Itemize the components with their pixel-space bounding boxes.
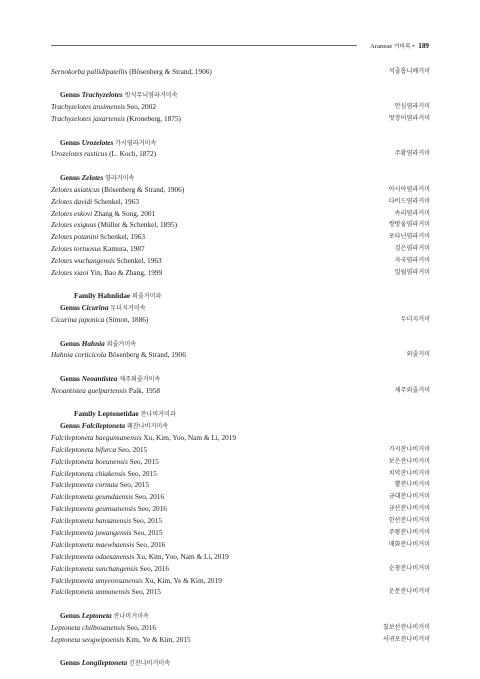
section-gap bbox=[51, 160, 430, 172]
species-name: Zelotes exiguus bbox=[51, 220, 97, 230]
species-list bbox=[51, 66, 430, 669]
species-name: Zelotes xiaoi bbox=[51, 267, 89, 277]
korean-name: 매화잔나비거미 bbox=[388, 540, 430, 548]
genus-label: Genus bbox=[60, 90, 82, 100]
korean-name: 주왕잔나비거미 bbox=[388, 529, 430, 536]
korean-name: 두더지거미 bbox=[400, 316, 430, 324]
species-name: Falcileptoneta geumdaensis bbox=[51, 492, 134, 502]
species-name: Falcileptoneta umyeonsanensis bbox=[51, 575, 143, 585]
genus-label: Genus bbox=[60, 420, 82, 430]
header-family: Araneae bbox=[370, 43, 393, 50]
species-name: Falcileptoneta juwangensis bbox=[51, 528, 132, 537]
species-authority: Xu, Kim, Yoo, Nam & Li, 2019 bbox=[134, 551, 229, 561]
genus-name: Hahnia bbox=[81, 338, 105, 348]
genus-name: Zelotes bbox=[81, 172, 104, 182]
species-name: Trachyzelotes jaxartensis bbox=[51, 114, 125, 124]
species-name: Falcileptoneta bifurca bbox=[51, 444, 117, 454]
species-entry bbox=[51, 503, 430, 515]
species-authority: Schenkel, 1963 bbox=[92, 196, 139, 206]
species-entry bbox=[51, 385, 430, 397]
genus-heading bbox=[51, 302, 430, 314]
genus-heading bbox=[51, 610, 430, 622]
species-authority: Xu, Kim, Ye & Kim, 2019 bbox=[142, 575, 222, 585]
korean-name: 금대잔나비거미 bbox=[388, 493, 430, 501]
species-authority: Seo, 2015 bbox=[131, 516, 163, 526]
species-name: Zelotes asiaticus bbox=[51, 184, 100, 194]
species-entry bbox=[51, 563, 430, 575]
species-name: Falcileptoneta hansanensis bbox=[51, 516, 132, 526]
korean-name: 멋장이염라거미 bbox=[388, 115, 430, 123]
species-name: Cicurina japonica bbox=[51, 315, 105, 325]
species-authority: Seo, 2015 bbox=[127, 456, 159, 466]
genus-label: Genus bbox=[60, 172, 82, 182]
species-authority: Seo, 2016 bbox=[134, 539, 166, 549]
genus-heading bbox=[51, 338, 430, 350]
species-name: Falcileptoneta unmunensis bbox=[51, 587, 130, 597]
family-korean-name: 외줄거미과 bbox=[131, 293, 162, 301]
korean-name: 운문잔나비거미 bbox=[388, 588, 430, 596]
species-entry bbox=[51, 113, 430, 125]
genus-korean-name: 쾌잔나비거미속 bbox=[126, 422, 169, 430]
korean-name: 금산잔나비거미 bbox=[388, 505, 430, 513]
species-name: Zelotes eskovi bbox=[51, 208, 93, 218]
korean-name: 서귀포잔나비거미 bbox=[382, 635, 430, 643]
header-bullet: • bbox=[412, 43, 415, 50]
korean-name: 포타닌염라거미 bbox=[388, 233, 430, 241]
species-name: Falcileptoneta boeunensis bbox=[51, 456, 128, 466]
korean-name: 외줄거미 bbox=[406, 351, 430, 359]
species-authority: (Kroneberg, 1875) bbox=[124, 114, 181, 124]
section-gap bbox=[51, 279, 430, 291]
korean-name: 보은잔나비거미 bbox=[388, 457, 430, 465]
species-entry bbox=[51, 539, 430, 551]
species-authority: Seo, 2015 bbox=[118, 480, 150, 490]
genus-name: Cicurina bbox=[81, 303, 109, 313]
species-authority: Xu, Kim, Yoo, Nam & Li, 2019 bbox=[141, 432, 237, 442]
genus-name: Leptoneta bbox=[81, 610, 112, 620]
genus-korean-name: 긴잔나비거미속 bbox=[128, 660, 171, 668]
species-entry bbox=[51, 456, 430, 468]
genus-korean-name: 외줄거미속 bbox=[106, 340, 137, 348]
species-name: Leptoneta seogwipoensis bbox=[51, 634, 125, 644]
species-name: Falcileptoneta chiakensis bbox=[51, 468, 126, 478]
section-gap bbox=[51, 397, 430, 409]
species-authority: Paik, 1958 bbox=[127, 385, 161, 395]
species-name: Sernokorba pallidipatellis bbox=[51, 67, 128, 76]
species-entry bbox=[51, 444, 430, 456]
species-authority: Schenkel, 1963 bbox=[98, 232, 146, 242]
species-entry bbox=[51, 314, 430, 326]
species-entry bbox=[51, 349, 430, 361]
species-entry bbox=[51, 208, 430, 220]
family-korean-name: 잔나비거미과 bbox=[140, 411, 176, 419]
page-number: 189 bbox=[418, 42, 429, 50]
korean-name: 칠보산잔나비거미 bbox=[382, 623, 430, 631]
header-family-kr: 거미목 bbox=[393, 44, 411, 50]
species-entry bbox=[51, 575, 430, 587]
genus-name: Urozelotes bbox=[81, 137, 114, 147]
species-authority: Seo, 2015 bbox=[125, 468, 157, 478]
species-authority: (Bösenberg & Strand, 1906) bbox=[99, 184, 185, 194]
species-authority: (Simon, 1886) bbox=[104, 315, 149, 325]
species-authority: (Müller & Schenkel, 1895) bbox=[96, 220, 178, 230]
genus-name: Falcileptoneta bbox=[81, 420, 126, 430]
species-name: Falcileptoneta baegunsanensis bbox=[51, 432, 142, 442]
species-entry bbox=[51, 432, 430, 444]
running-header bbox=[51, 40, 429, 52]
korean-name: 가지잔나비거미 bbox=[388, 445, 430, 453]
korean-name: 다비드염라거미 bbox=[388, 197, 430, 205]
species-name: Zelotes tortuosus bbox=[51, 244, 102, 254]
header-text bbox=[370, 40, 429, 53]
species-entry bbox=[51, 491, 430, 503]
species-authority: (Bösenberg & Strand, 1906) bbox=[127, 67, 212, 76]
species-entry bbox=[51, 243, 430, 255]
korean-name: 순창잔나비거미 bbox=[388, 564, 430, 572]
species-name: Falcileptoneta maewhaensis bbox=[51, 539, 135, 549]
species-authority: Seo, 2015 bbox=[131, 528, 163, 537]
species-entry bbox=[51, 479, 430, 491]
genus-korean-name: 염라거미속 bbox=[105, 174, 135, 182]
korean-name: 주황염라거미 bbox=[394, 150, 430, 158]
section-gap bbox=[51, 125, 430, 137]
species-authority: Seo, 2016 bbox=[137, 563, 169, 573]
genus-label: Genus bbox=[60, 610, 82, 620]
species-authority: Seo, 2016 bbox=[135, 504, 167, 514]
species-authority: Bösenberg & Strand, 1906 bbox=[106, 350, 186, 360]
species-name: Zelotes potanini bbox=[51, 232, 99, 242]
species-name: Urozelotes rusticus bbox=[51, 149, 108, 159]
genus-label: Genus bbox=[60, 303, 82, 313]
species-authority: Kim, Ye & Kim, 2015 bbox=[124, 634, 191, 644]
species-authority: Seo, 2002 bbox=[124, 102, 156, 112]
genus-korean-name: 가시염라거미속 bbox=[115, 139, 157, 147]
species-entry bbox=[51, 634, 430, 646]
section-gap bbox=[51, 646, 430, 658]
species-authority: Zhang & Song, 2001 bbox=[92, 208, 156, 218]
species-name: Hahnia corticicola bbox=[51, 350, 107, 360]
section-gap bbox=[51, 361, 430, 373]
species-authority: Seo, 2016 bbox=[133, 492, 165, 502]
species-entry bbox=[51, 586, 430, 598]
korean-name: 한산잔나비거미 bbox=[388, 517, 430, 525]
species-entry bbox=[51, 196, 430, 208]
genus-heading bbox=[51, 172, 430, 184]
korean-name: 속리염라거미 bbox=[394, 209, 430, 217]
genus-heading bbox=[51, 657, 430, 669]
species-entry bbox=[51, 527, 430, 539]
species-entry bbox=[51, 231, 430, 243]
genus-heading bbox=[51, 420, 430, 432]
genus-korean-name: 잔나비거미속 bbox=[113, 612, 149, 620]
species-entry bbox=[51, 468, 430, 480]
korean-name: 검은염라거미 bbox=[394, 245, 430, 253]
species-name: Falcileptoneta cornuta bbox=[51, 480, 119, 490]
section-gap bbox=[51, 598, 430, 610]
korean-name: 치악잔나비거미 bbox=[388, 469, 430, 477]
header-rule bbox=[51, 45, 357, 46]
section-gap bbox=[51, 326, 430, 338]
korean-name: 안심염라거미 bbox=[394, 103, 430, 111]
species-entry bbox=[51, 101, 430, 113]
species-entry bbox=[51, 255, 430, 267]
korean-name: 뿔잔나비거미 bbox=[394, 481, 430, 489]
korean-name: 아시아염라거미 bbox=[388, 185, 430, 193]
species-entry bbox=[51, 184, 430, 196]
species-authority: Kamura, 1987 bbox=[101, 244, 145, 254]
species-name: Zelotes wuchangensis bbox=[51, 256, 115, 266]
genus-label: Genus bbox=[60, 137, 82, 147]
species-authority: Seo, 2015 bbox=[116, 444, 148, 454]
genus-korean-name: 빗석무늬염라거미속 bbox=[124, 92, 178, 100]
species-name: Falcileptoneta sunchangensis bbox=[51, 563, 138, 573]
genus-heading bbox=[51, 137, 430, 149]
species-name: Leptoneta chilbosanensis bbox=[51, 622, 125, 632]
species-entry bbox=[51, 66, 430, 78]
section-gap bbox=[51, 78, 430, 90]
family-name: Family Leptonetidae bbox=[74, 409, 139, 419]
species-name: Falcileptoneta geumsanensis bbox=[51, 504, 136, 514]
genus-name: Neoantistea bbox=[81, 373, 118, 383]
family-name: Family Hahniidae bbox=[74, 291, 131, 301]
family-heading bbox=[51, 290, 430, 302]
korean-name: 제주외줄거미 bbox=[394, 386, 430, 394]
korean-name: 석줄톱니배거미 bbox=[388, 68, 430, 75]
species-authority: Seo, 2015 bbox=[129, 587, 161, 597]
genus-name: Trachyzelotes bbox=[81, 90, 123, 100]
family-heading bbox=[51, 408, 430, 420]
genus-label: Genus bbox=[60, 338, 82, 348]
species-entry bbox=[51, 622, 430, 634]
species-authority: (L. Koch, 1872) bbox=[107, 149, 157, 159]
genus-korean-name: 두더지거미속 bbox=[110, 305, 146, 313]
species-entry bbox=[51, 551, 430, 563]
species-authority: Yin, Bao & Zhang, 1999 bbox=[88, 267, 163, 277]
genus-name: Longileptoneta bbox=[81, 658, 128, 668]
species-name: Zelotes davidi bbox=[51, 196, 93, 206]
species-authority: Seo, 2016 bbox=[124, 622, 156, 632]
genus-label: Genus bbox=[60, 658, 82, 668]
genus-label: Genus bbox=[60, 373, 82, 383]
species-entry bbox=[51, 148, 430, 160]
korean-name: 일월염라거미 bbox=[394, 268, 430, 276]
genus-heading bbox=[51, 89, 430, 101]
genus-heading bbox=[51, 373, 430, 385]
species-name: Falcileptoneta odaesanensis bbox=[51, 551, 135, 561]
korean-name: 자국염라거미 bbox=[394, 257, 430, 265]
species-entry bbox=[51, 267, 430, 279]
species-name: Trachyzelotes ansimensis bbox=[51, 102, 125, 112]
species-authority: Schenkel, 1963 bbox=[114, 256, 162, 266]
genus-korean-name: 제주외줄거미속 bbox=[119, 375, 161, 383]
species-name: Neoantistea quelpartensis bbox=[51, 385, 128, 395]
species-entry bbox=[51, 515, 430, 527]
korean-name: 쌍방울염라거미 bbox=[388, 221, 430, 229]
species-entry bbox=[51, 219, 430, 231]
